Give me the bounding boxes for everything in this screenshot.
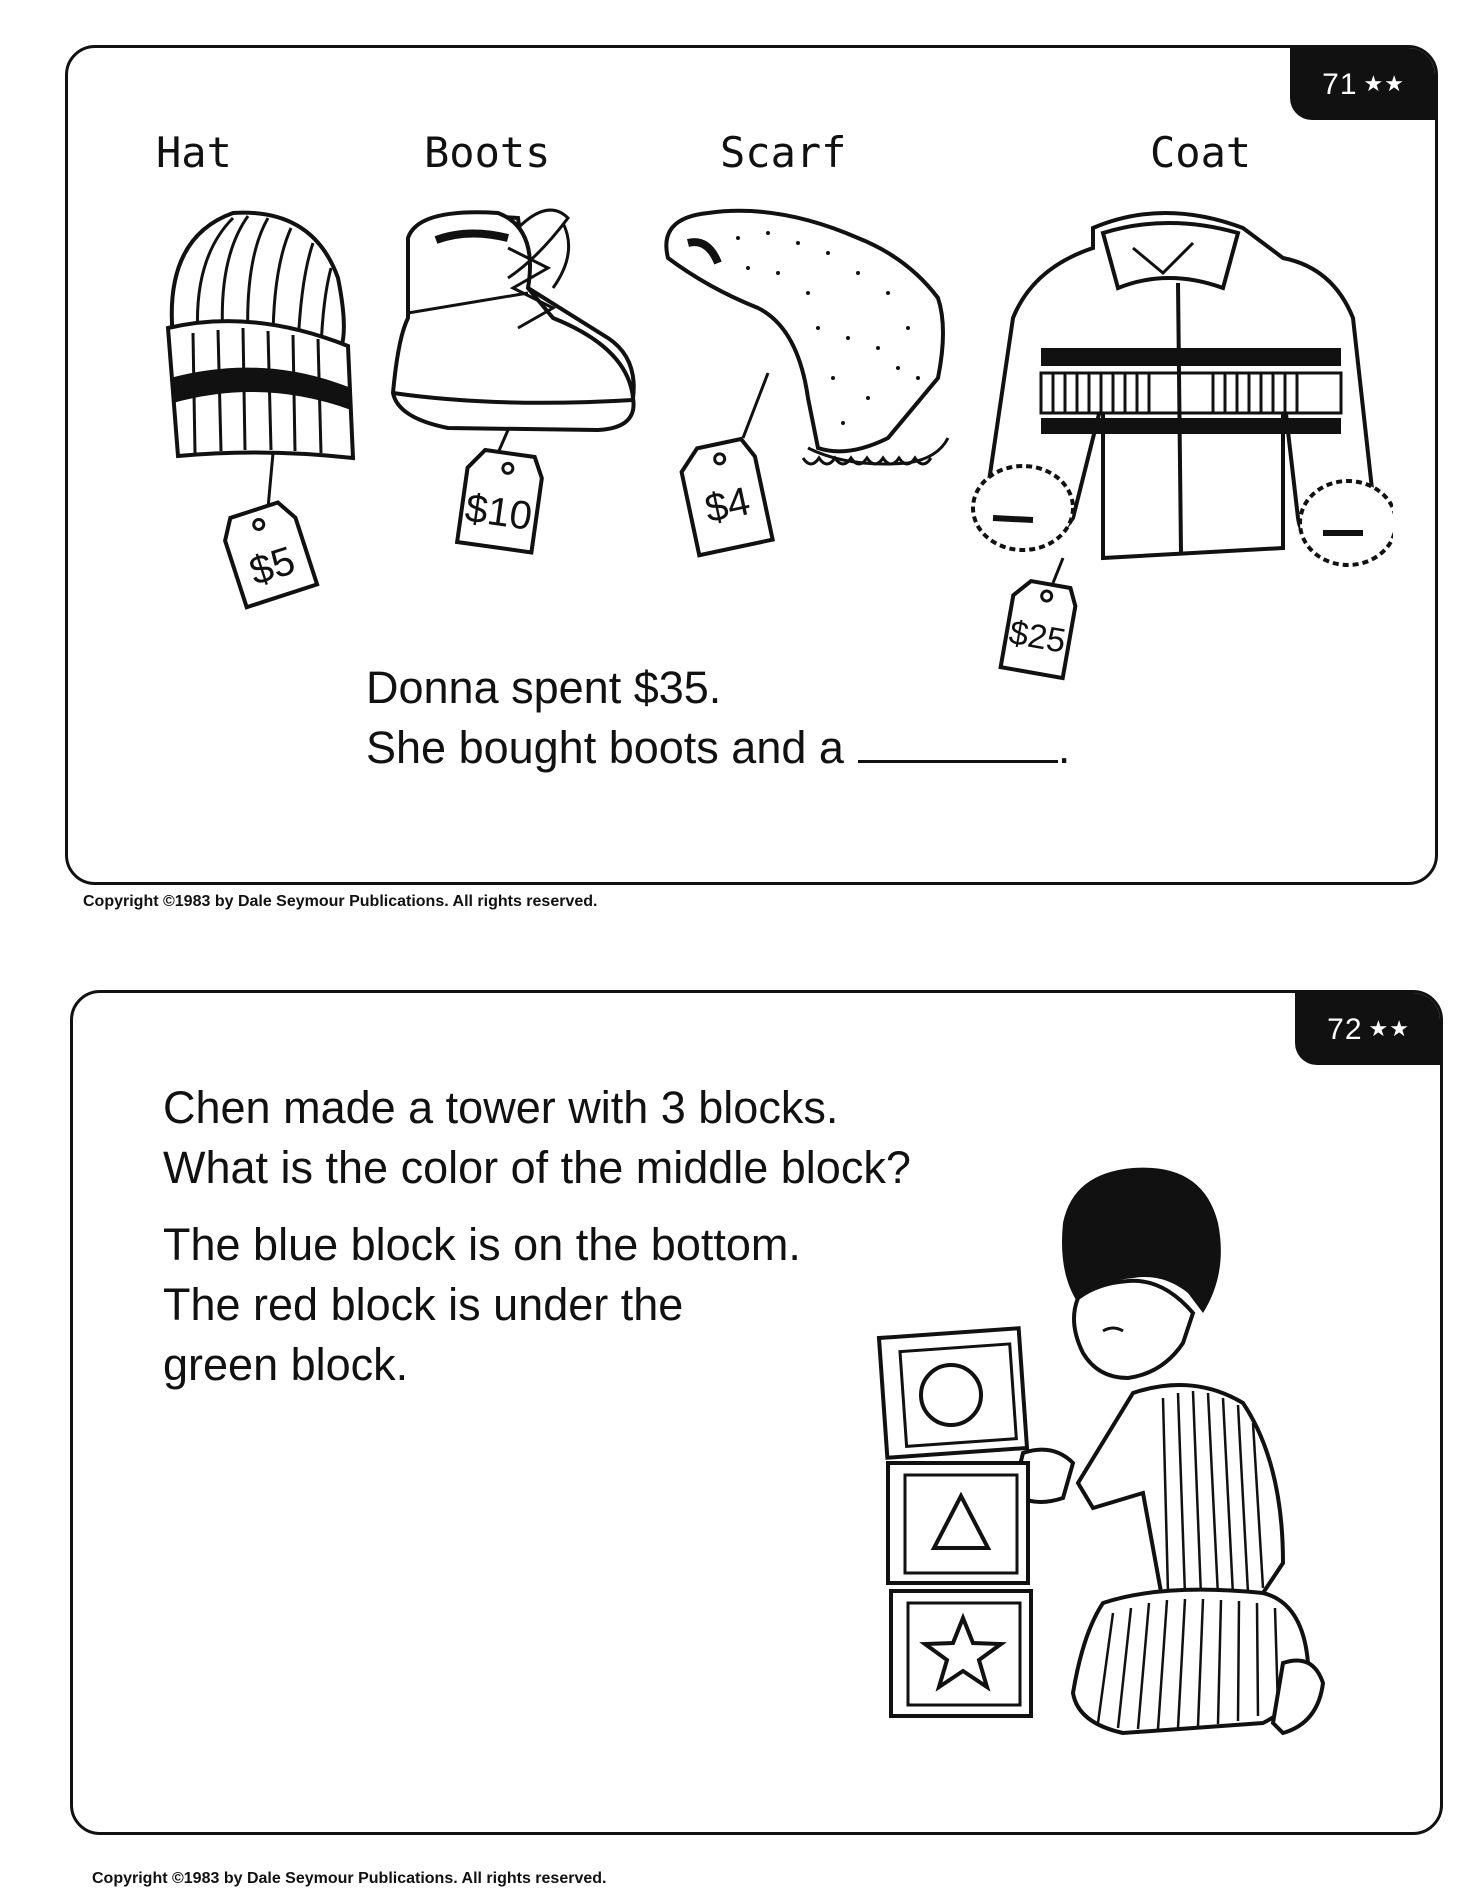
clue-text bbox=[163, 1215, 801, 1395]
card-number-badge bbox=[1295, 993, 1440, 1065]
coat-price-tag: $25 bbox=[1006, 613, 1069, 661]
boots-illustration bbox=[378, 168, 678, 568]
boy-stacking-blocks-illustration bbox=[863, 1163, 1423, 1783]
problem-text bbox=[366, 658, 1070, 778]
question-line-1: Chen made a tower with 3 blocks. bbox=[163, 1082, 839, 1133]
problem-line-1: Donna spent $35. bbox=[366, 662, 722, 713]
hat-illustration bbox=[123, 198, 383, 618]
item-label-hat: Hat bbox=[156, 128, 232, 177]
problem-line-2: She bought boots and a bbox=[366, 722, 844, 773]
hat-price-tag: $5 bbox=[244, 538, 301, 595]
problem-period: . bbox=[1057, 722, 1071, 773]
coat-illustration bbox=[953, 188, 1393, 688]
clue-line-3: green block. bbox=[163, 1339, 409, 1390]
clue-line-1: The blue block is on the bottom. bbox=[163, 1219, 801, 1270]
scarf-price-tag: $4 bbox=[701, 479, 754, 532]
item-label-boots: Boots bbox=[424, 128, 551, 177]
question-line-2: What is the color of the middle block? bbox=[163, 1142, 911, 1193]
card-number: 72 bbox=[1327, 1013, 1363, 1046]
boots-price-tag: $10 bbox=[462, 486, 535, 539]
item-label-coat: Coat bbox=[1150, 128, 1252, 177]
copyright-notice: Copyright ©1983 by Dale Seymour Publications. All rights reserved. bbox=[83, 893, 598, 910]
question-text bbox=[163, 1078, 911, 1198]
problem-card-72 bbox=[70, 990, 1443, 1835]
difficulty-stars: ★★ bbox=[1368, 1017, 1410, 1042]
copyright-notice: Copyright ©1983 by Dale Seymour Publications. All rights reserved. bbox=[92, 1870, 607, 1887]
card-number-badge bbox=[1290, 48, 1435, 120]
answer-blank bbox=[858, 724, 1058, 763]
problem-card-71 bbox=[65, 45, 1438, 885]
card-number: 71 bbox=[1322, 68, 1358, 101]
clue-line-2: The red block is under the bbox=[163, 1279, 684, 1330]
difficulty-stars: ★★ bbox=[1363, 72, 1405, 97]
item-label-scarf: Scarf bbox=[720, 128, 847, 177]
